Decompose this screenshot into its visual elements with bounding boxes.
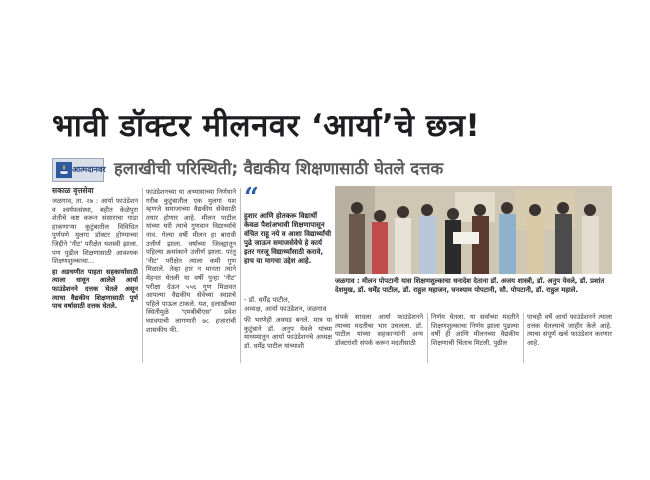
group-photo-illustration	[335, 186, 612, 274]
article-column-3	[244, 316, 332, 366]
article-column-4	[335, 313, 423, 368]
group-photo	[335, 186, 612, 274]
headline: भावी डॉक्टर मीलनवर ‘आर्या’चे छत्र!	[52, 108, 481, 144]
column-1-text: जळगाव, ता. २७ : आर्या फाउंडेशन व श्वर्यफसंस्था, बहीत केळेपुरा शेतीचे कष्ट करून संसाराचा गाडा हाकणाऱ्या कुटुंबातील विविधित पुर्णपणे मुलगा डॉक्टर होण्याच्या जिद्दीने 'नीट' परीक्षेत यशस्वी झाला. पण पुढील शिक्षणासाठी आवश्यक शिक्षणशुल्काचा...	[52, 197, 138, 266]
column-6-text: पाचही वर्षे आर्या फाउंडेशनने त्याला दत्तक घेतल्याचे जाहीर केले आहे. त्याचा संपूर्ण खर्च फाउंडेशन करणार आहे.	[527, 313, 612, 347]
column-divider	[427, 313, 428, 363]
article-body	[52, 183, 612, 376]
lamp-icon	[56, 162, 72, 178]
quote-author: - डॉ. धर्मेंद्र पाटील,	[244, 296, 290, 304]
article-column-5	[431, 313, 519, 368]
article-column-6	[527, 313, 612, 368]
article-column-2	[146, 188, 236, 366]
section-badge	[52, 158, 104, 182]
column-4-text: संपर्क साधला आर्या फाउंडेशनने त्याच्या मदतीचा भार उचलला. डॉ. पाटील यांच्या सहकाऱ्यांनी अन्य डॉक्टरांशी संपर्क करून मदतीसाठी	[335, 313, 423, 347]
quote-author-role: अध्यक्ष, आर्या फाउंडेशन, जळगाव	[244, 305, 327, 313]
section-badge-label: आत्मदानवर	[72, 165, 106, 174]
column-2-text: फाउंडेशनच्या या अभ्यासाच्या निर्णयाने गरीब कुटुंबातील एक मुलगा यश म्हणजे समाजाच्या वैद्यकीय सेवेसाठी तयार होणार आहे. मीलन पाटील यांच्या घरी त्याचे गुणवान विद्यार्थ्याचे नाव. गेल्या वर्षी मीलन हा बारावी उत्तीर्ण झाला. वर्षाच्या जिल्ह्यातून पहिल्या क्रमांकाने उत्तीर्ण झाला. परंतु 'नीट' परीक्षेत त्याला कमी गुण मिळाले. तेव्हा हार न मानता त्याने मेहनत घेतली या वर्षी पुन्हा 'नीट' परीक्षा देऊन ५५६ गुण मिळवत आपल्या वैद्यकीय सेवेच्या स्वप्नाचे पहिले पाऊल टाकले. यश, हलाखीच्या स्थितीमुळे 'एमबीबीएस' प्रवेश घ्यावयाची लागणारी ७८ हजारांची शासकीय फी.	[146, 188, 236, 334]
column-divider	[142, 188, 143, 363]
article-column-1	[52, 197, 138, 367]
subheading: हलाखीची परिस्थिती; वैद्यकीय शिक्षणासाठी घेतले दत्तक	[114, 159, 444, 178]
column-5-text: निर्णय घेतला. या सर्वांच्या मदतीने शिक्षणशुल्काचा निर्णय झाला पुढल्या वर्षी ही आणि मीलनच्या वैद्यकीय शिक्षणाची चिंताच मिटली. पुढील	[431, 313, 519, 347]
byline: सकाळ वृत्तसेवा	[52, 186, 94, 195]
column-divider	[523, 313, 524, 363]
pull-quote: हुशार आणि होतकरू विद्यार्थी केवळ पैशांअभावी शिक्षणापासून वंचित राहू नये व आशा विद्यार्थ्यांची पुढे जाऊन समाजसेवेचे हे कार्य इतर गरजू विद्यार्थ्यांसाठी करावे, हाच या मागचा उद्देश आहे.	[244, 212, 332, 265]
column-3-text: फी भरणेही अवघड बनले. मात्र या कुटुंबाने डॉ. अनुप येवले यांच्या माध्यमातून आर्या फाउंडेशनचे अध्यक्ष डॉ. धर्मेंद्र पाटील यांच्याशी	[244, 316, 332, 350]
photo-caption: जळगाव : मीलन पोपटानी यास शिक्षणशुल्काचा धनादेश देताना डॉ. अजय शास्त्री, डॉ. अनुप येवले, डॉ. प्रशांत देशमुख, डॉ. धर्मेंद्र पाटील, डॉ. राहुल महाजन, घनश्याम पोपटानी, सौ. पोपटानी, डॉ. राहुल महाले.	[335, 277, 605, 294]
column-1-bold-text: हा अडचणीत पाहता सहकार्यासाठी त्याला धावून आलेले आर्या फाउंडेशनने दत्तक घेतले असून त्याचा वैद्यकीय शिक्षणासाठी पूर्ण पाच वर्षासाठी दत्तक घेतले.	[52, 267, 138, 311]
column-divider	[240, 188, 241, 363]
quote-mark-icon: “	[244, 183, 259, 213]
subheading-row	[52, 158, 612, 182]
